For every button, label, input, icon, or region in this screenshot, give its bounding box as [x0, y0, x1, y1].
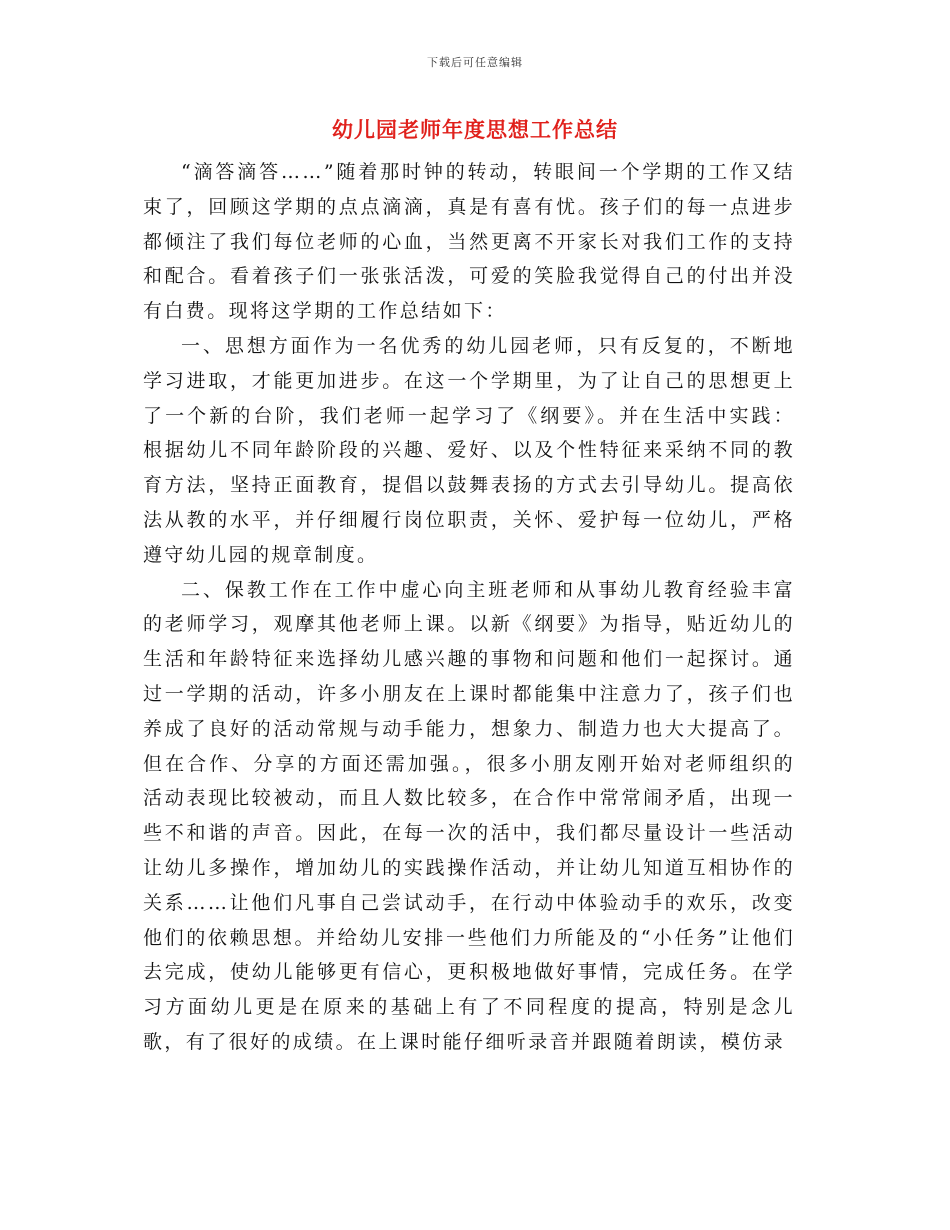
document-title: 幼儿园老师年度思想工作总结 — [332, 117, 618, 142]
paragraph-thought: 一、思想方面作为一名优秀的幼儿园老师，只有反复的，不断地学习进取，才能更加进步。在这一个学期里，为了让自己的思想更上了一个新的台阶，我们老师一起学习了《纲要》。并在生活中实践：根据幼儿不同年龄阶段的兴趣、爱好、以及个性特征来采纳不同的教育方法，坚持正面教育，提倡以鼓舞表扬的方式去引导幼儿。提高依法从教的水平，并仔细履行岗位职责，关怀、爱护每一位幼儿，严格遵守幼儿园的规章制度。 — [143, 334, 795, 566]
paragraph-intro: “滴答滴答……”随着那时钟的转动，转眼间一个学期的工作又结束了，回顾这学期的点点滴滴，真是有喜有忧。孩子们的每一点进步都倾注了我们每位老师的心血，当然更离不开家长对我们工作的支持和配合。看着孩子们一张张活泼，可爱的笑脸我觉得自己的付出并没有白费。现将这学期的工作总结如下： — [143, 161, 795, 323]
paragraph-teaching: 二、保教工作在工作中虚心向主班老师和从事幼儿教育经验丰富的老师学习，观摩其他老师上课。以新《纲要》为指导，贴近幼儿的生活和年龄特征来选择幼儿感兴趣的事物和问题和他们一起探讨。通过一学期的活动，许多小朋友在上课时都能集中注意力了，孩子们也养成了良好的活动常规与动手能力，想象力、制造力也大大提高了。但在合作、分享的方面还需加强。，很多小朋友刚开始对老师组织的活动表现比较被动，而且人数比较多，在合作中常常闹矛盾，出现一些不和谐的声音。因此，在每一次的活中，我们都尽量设计一些活动让幼儿多操作，增加幼儿的实践操作活动，并让幼儿知道互相协作的关系……让他们凡事自己尝试动手，在行动中体验动手的欢乐，改变他们的依赖思想。并给幼儿安排一些他们力所能及的“小任务”让他们去完成，使幼儿能够更有信心，更积极地做好事情，完成任务。在学习方面幼儿更是在原来的基础上有了不同程度的提高，特别是念儿歌，有了很好的成绩。在上课时能仔细听录音并跟随着朗读，模仿录 — [143, 578, 795, 1053]
document-body — [143, 155, 795, 1060]
header-note: 下载后可任意编辑 — [427, 56, 523, 69]
